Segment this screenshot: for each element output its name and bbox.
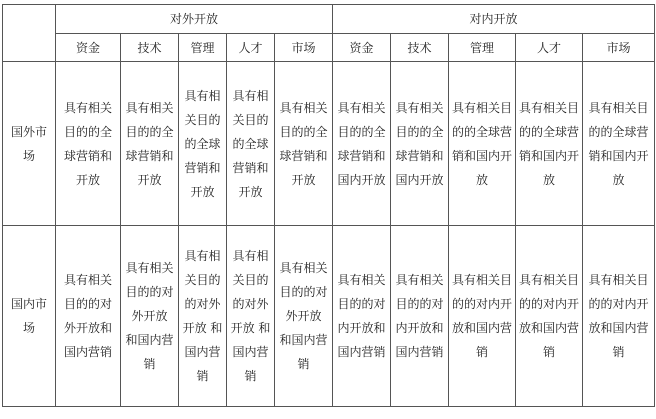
table-cell: 具有相关目的的对外开放 和国内营销 (275, 226, 333, 407)
table-cell: 具有相关目的的对内开放和国内营销 (333, 226, 391, 407)
column-header: 人才 (516, 34, 583, 62)
column-header-row (3, 34, 655, 62)
table-cell: 具有相关目的的全球营销和开放 (275, 62, 333, 226)
table-cell: 具有相关目的的全球营销和开放 (179, 62, 227, 226)
table-cell: 具有相关目的的对内开放和国内营销 (449, 226, 516, 407)
column-header: 技术 (391, 34, 449, 62)
row-header: 国外市场 (3, 62, 56, 226)
table-cell: 具有相关目的的全球营销和开放 (121, 62, 179, 226)
table-cell: 具有相关目的的全球营销和国内开放 (449, 62, 516, 226)
group-header-inward: 对内开放 (333, 5, 655, 34)
table-row (3, 226, 655, 407)
table-cell: 具有相关目的的全球营销和国内开放 (333, 62, 391, 226)
table-cell: 具有相关目的的全球营销和开放 (227, 62, 275, 226)
market-openness-table (2, 4, 655, 407)
column-header: 市场 (275, 34, 333, 62)
column-header: 管理 (449, 34, 516, 62)
column-header: 管理 (179, 34, 227, 62)
group-header-outward: 对外开放 (56, 5, 333, 34)
table-cell: 具有相关目的的对内开放和国内营销 (391, 226, 449, 407)
group-header-row (3, 5, 655, 34)
table-cell: 具有相关目的的全球营销和开放 (56, 62, 121, 226)
table-cell: 具有相关目的的全球营销和国内开放 (516, 62, 583, 226)
column-header: 资金 (333, 34, 391, 62)
table-row (3, 62, 655, 226)
table-cell: 具有相关目的的对外开放和国内营销 (56, 226, 121, 407)
column-header: 资金 (56, 34, 121, 62)
corner-cell (3, 5, 56, 62)
table-cell: 具有相关目的的对内开放和国内营销 (583, 226, 655, 407)
table-cell: 具有相关目的的对外开放 和国内营销 (179, 226, 227, 407)
table-cell: 具有相关目的的全球营销和国内开放 (391, 62, 449, 226)
table-cell: 具有相关目的的对外开放 和国内营销 (227, 226, 275, 407)
row-header: 国内市场 (3, 226, 56, 407)
column-header: 市场 (583, 34, 655, 62)
column-header: 技术 (121, 34, 179, 62)
table-cell: 具有相关目的的对内开放和国内营销 (516, 226, 583, 407)
table-cell: 具有相关目的的全球营销和国内开放 (583, 62, 655, 226)
column-header: 人才 (227, 34, 275, 62)
table-cell: 具有相关目的的对外开放 和国内营销 (121, 226, 179, 407)
